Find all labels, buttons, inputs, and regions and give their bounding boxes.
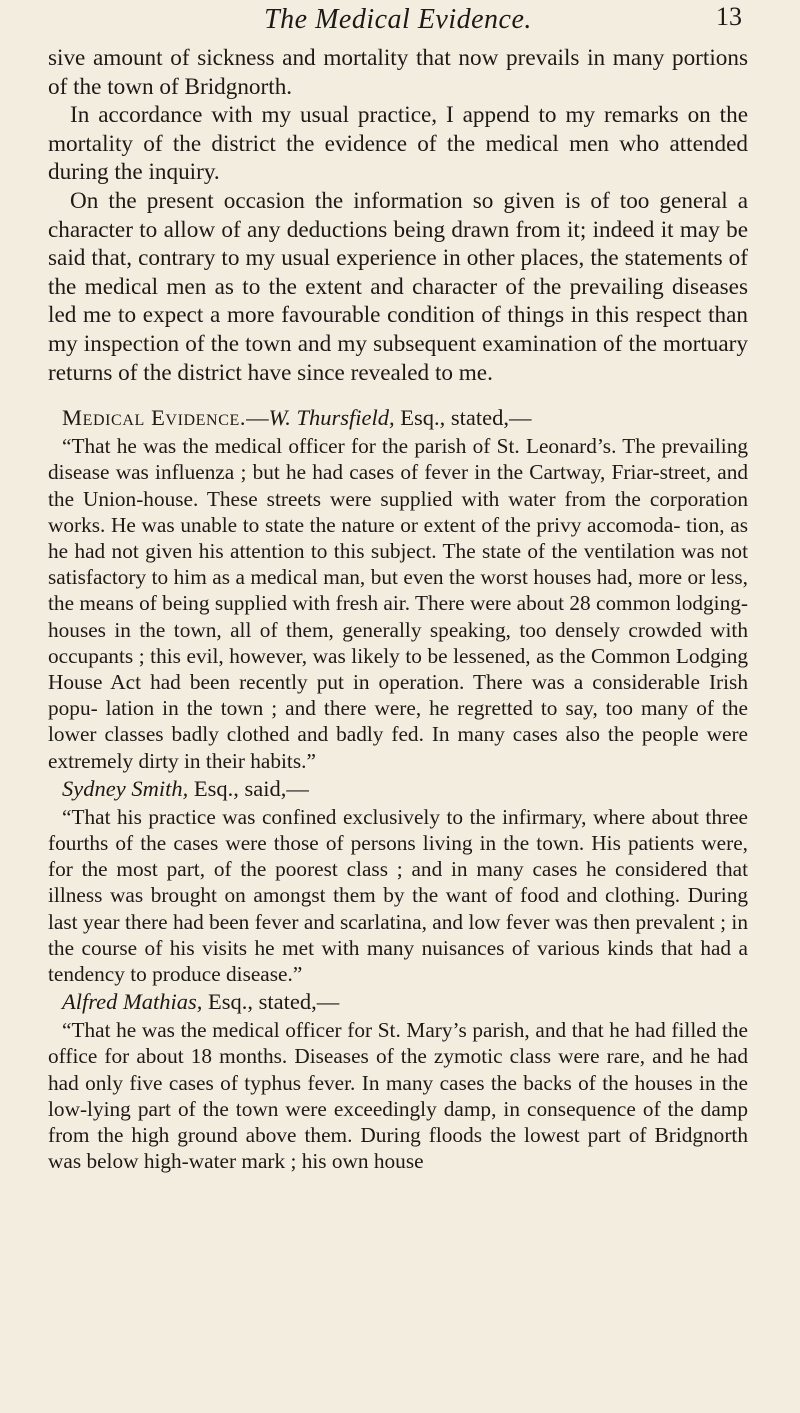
witness-name-thursfield: W. Thursfield, xyxy=(268,405,395,431)
intro-paragraph-continued: sive amount of sickness and mortality that now prevails in many portions of the town of Bridgnorth. xyxy=(48,45,748,100)
witness-name-mathias: Alfred Mathias, xyxy=(62,989,203,1015)
witness-line-smith xyxy=(48,774,748,804)
section-heading: Medical Evidence. xyxy=(62,405,247,431)
running-title: The Medical Evidence. xyxy=(264,4,532,35)
witness-intro-mathias: Esq., stated,— xyxy=(202,989,340,1015)
intro-paragraph-occasion: On the present occasion the information so given is of too general a character to allow of any deductions being drawn from it; indeed it may be said that, contrary to my usual experience in other places, the statements of the medical men as to the extent and character of the prevailing diseases led me to expect a more favourable condition of things in this respect than my inspection of the town and my subsequent examination of the mortuary returns of the district have since revealed to me. xyxy=(48,187,748,386)
intro-section xyxy=(48,44,748,387)
running-head xyxy=(48,0,748,44)
witness-name-smith: Sydney Smith, xyxy=(62,775,189,801)
witness-line-mathias xyxy=(48,987,748,1017)
medical-evidence-section xyxy=(48,403,748,1174)
witness-intro-thursfield: Esq., stated,— xyxy=(394,405,532,431)
statement-mathias: “That he was the medical officer for St. Mary’s parish, and that he had filled the office for about 18 months. Diseases of the zymotic class were rare, and he had had only five cases of typhus fever. In many cases the backs of the houses in the low-lying part of the town were exceedingly damp, in consequence of the damp from the high ground above them. During floods the lowest part of Bridgnorth was below high-water mark ; his own house xyxy=(48,1018,748,1174)
evidence-heading-line xyxy=(48,403,748,433)
intro-paragraph-practice: In accordance with my usual practice, I append to my remarks on the mortality of the district the evidence of the medical men who attended during the inquiry. xyxy=(48,102,748,186)
statement-smith: “That his practice was confined exclusively to the infirmary, where about three fourths of the cases were those of persons living in the town. His patients were, for the most part, of the poorest class ; and in many cases he considered that illness was brought on amongst them by the want of food and clothing. During last year there had been fever and scarlatina, and low fever was then prevalent ; in the course of his visits he met with many nuisances of various kinds that had a tendency to produce disease.” xyxy=(48,804,748,986)
page-number: 13 xyxy=(716,2,742,31)
witness-intro-smith: Esq., said,— xyxy=(188,775,309,801)
heading-dash: — xyxy=(246,405,269,431)
statement-thursfield: “That he was the medical officer for the parish of St. Leonard’s. The prevailing disease was influenza ; but he had cases of fever in the Cartway, Friar-street, and the Union-house. These streets were supplied with water from the corporation works. He was unable to state the nature or extent of the privy accomoda- tion, as he had not given his attention to this subject. The state of the ventilation was not satisfactory to him as a medical man, but even the worst houses had, more or less, the means of being supplied with fresh air. There were about 28 common lodging-houses in the town, all of them, generally speaking, too densely crowded with occupants ; this evil, however, was likely to be lessened, as the Common Lodging House Act had been recently put in operation. There was a considerable Irish popu- lation in the town ; and there were, he regretted to say, too many of the lower classes badly clothed and badly fed. In many cases also the people were extremely dirty in their habits.” xyxy=(48,434,748,773)
